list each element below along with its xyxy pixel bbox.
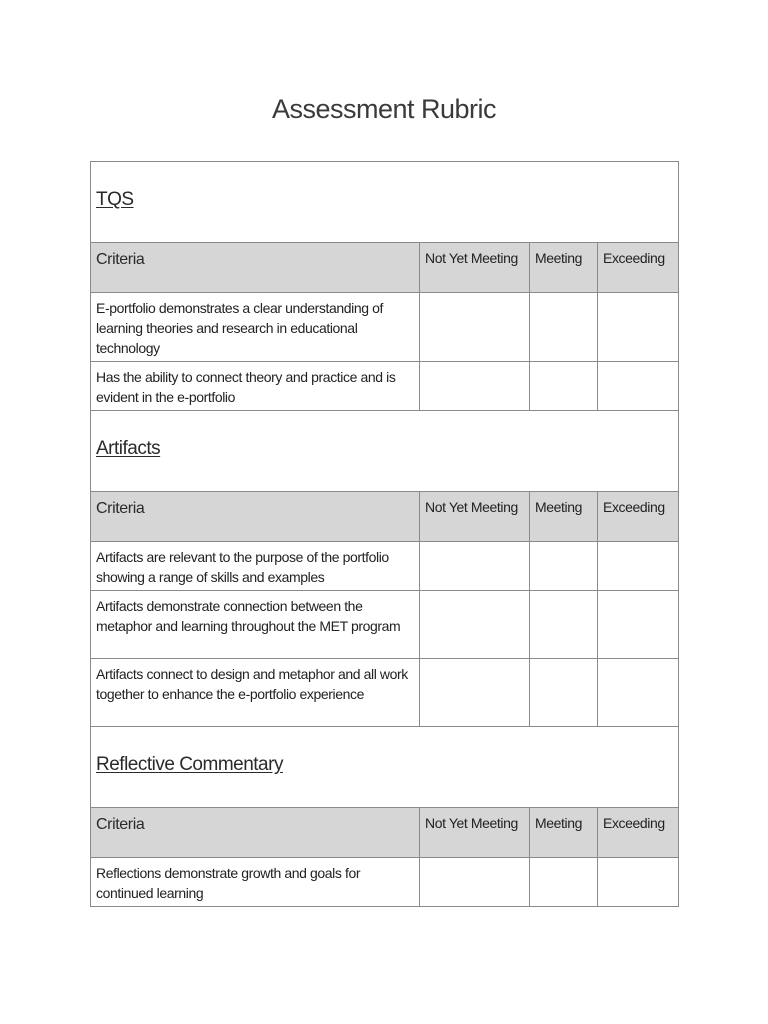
criterion-text: Has the ability to connect theory and practice and is evident in the e-portfolio (96, 369, 396, 405)
not-yet-meeting-cell[interactable] (420, 659, 530, 727)
table-row (91, 542, 679, 591)
not-yet-meeting-cell[interactable] (420, 293, 530, 362)
not-yet-meeting-cell[interactable] (420, 591, 530, 659)
criterion-text: Artifacts connect to design and metaphor and all work together to enhance the e-portfolio experience (96, 666, 408, 702)
page-title: Assessment Rubric (271, 94, 497, 124)
table-row (91, 659, 679, 727)
exceeding-cell[interactable] (598, 293, 679, 362)
meeting-cell[interactable] (530, 362, 598, 411)
section-title: TQS (96, 189, 134, 210)
meeting-cell[interactable] (530, 858, 598, 907)
section-row-reflective-commentary (91, 727, 679, 808)
table-row (91, 591, 679, 659)
section-row-tqs (91, 162, 679, 243)
exceeding-cell[interactable] (598, 362, 679, 411)
meeting-cell[interactable] (530, 542, 598, 591)
not-yet-meeting-header: Not Yet Meeting (425, 499, 518, 515)
table-row (91, 293, 679, 362)
exceeding-header: Exceeding (603, 250, 665, 266)
section-row-artifacts (91, 411, 679, 492)
header-row (91, 243, 679, 293)
exceeding-header: Exceeding (603, 499, 665, 515)
meeting-cell[interactable] (530, 591, 598, 659)
criterion-text: Artifacts demonstrate connection between the metaphor and learning throughout the MET program (96, 598, 401, 634)
section-title: Artifacts (96, 438, 161, 459)
section-title: Reflective Commentary (96, 754, 283, 775)
table-row (91, 362, 679, 411)
exceeding-header: Exceeding (603, 815, 665, 831)
criteria-header: Criteria (96, 500, 145, 517)
criterion-text: Artifacts are relevant to the purpose of the portfolio showing a range of skills and examples (96, 549, 389, 585)
table-row (91, 858, 679, 907)
header-row (91, 808, 679, 858)
exceeding-cell[interactable] (598, 858, 679, 907)
rubric-table (90, 161, 679, 907)
exceeding-cell[interactable] (598, 542, 679, 591)
meeting-header: Meeting (535, 499, 583, 515)
meeting-header: Meeting (535, 250, 583, 266)
not-yet-meeting-cell[interactable] (420, 858, 530, 907)
not-yet-meeting-cell[interactable] (420, 542, 530, 591)
criteria-header: Criteria (96, 251, 145, 268)
exceeding-cell[interactable] (598, 591, 679, 659)
criterion-text: E-portfolio demonstrates a clear understanding of learning theories and research in educational technology (96, 300, 384, 356)
not-yet-meeting-header: Not Yet Meeting (425, 815, 518, 831)
meeting-cell[interactable] (530, 293, 598, 362)
exceeding-cell[interactable] (598, 659, 679, 727)
meeting-header: Meeting (535, 815, 583, 831)
criteria-header: Criteria (96, 816, 145, 833)
criterion-text: Reflections demonstrate growth and goals for continued learning (96, 865, 361, 901)
not-yet-meeting-cell[interactable] (420, 362, 530, 411)
meeting-cell[interactable] (530, 659, 598, 727)
not-yet-meeting-header: Not Yet Meeting (425, 250, 518, 266)
header-row (91, 492, 679, 542)
